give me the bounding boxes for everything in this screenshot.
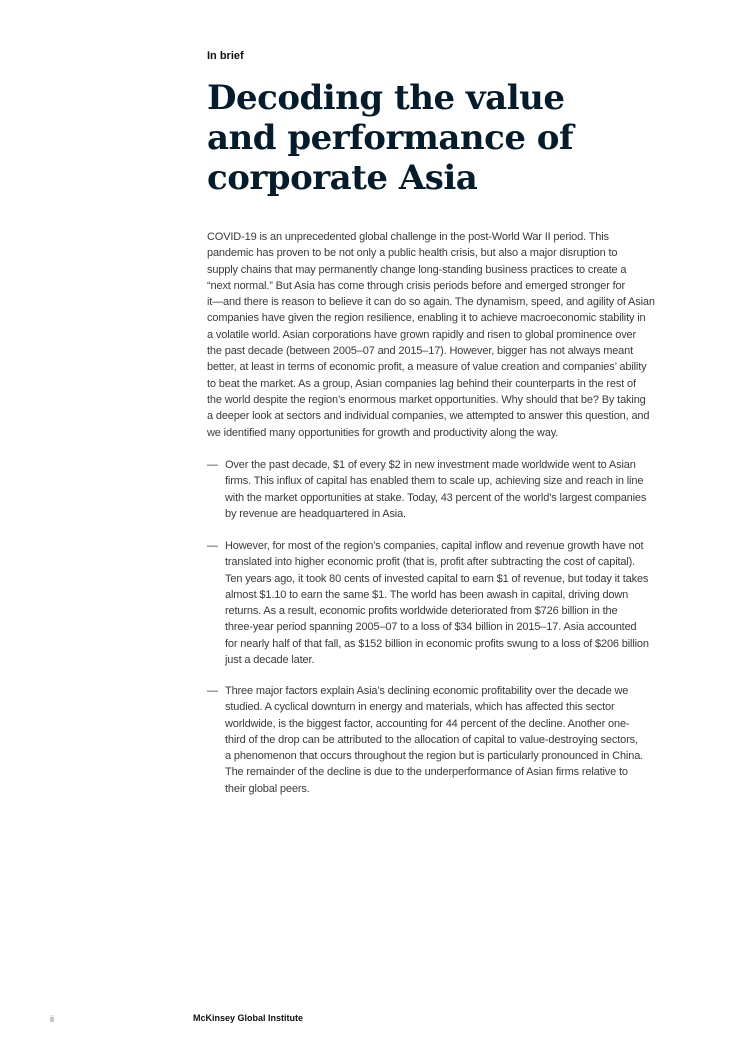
- text-line: However, for most of the region’s companies, capital inflow and revenue growth have not: [225, 540, 644, 552]
- text-line: third of the drop can be attributed to the allocation of capital to value-destroying sectors,: [225, 733, 638, 746]
- bullet-item: [207, 683, 643, 797]
- text-line: it—and there is reason to believe it can do so again. The dynamism, speed, and agility of Asian: [207, 296, 655, 309]
- text-line: almost $1.10 to earn the same $1. The world has been awash in capital, driving down: [225, 588, 629, 601]
- text-line: to beat the market. As a group, Asian companies lag behind their counterparts in the rest of: [207, 377, 636, 390]
- text-line: The remainder of the decline is due to the underperformance of Asian firms relative to: [225, 766, 628, 779]
- text-line: translated into higher economic profit (that is, profit after subtracting the cost of capital).: [225, 556, 636, 569]
- text-line: COVID-19 is an unprecedented global challenge in the post-World War II period. This: [207, 231, 609, 243]
- text-line: a phenomenon that occurs throughout the region but is particularly pronounced in China.: [225, 750, 644, 763]
- bullet-dash: —: [207, 540, 218, 552]
- text-line: a volatile world. Asian corporations have grown rapidly and risen to global prominence over: [207, 328, 637, 341]
- footer-publisher: McKinsey Global Institute: [193, 1013, 304, 1023]
- text-line: a deeper look at sectors and individual companies, we attempted to answer this question, and: [207, 410, 650, 423]
- text-line: for nearly half of that fall, as $152 billion in economic profits swung to a loss of $206 billion: [225, 637, 649, 650]
- text-line: better, at least in terms of economic profit, a measure of value creation and companies’ ability: [207, 361, 647, 374]
- bullet-dash: —: [207, 685, 218, 697]
- text-line: worldwide, is the biggest factor, accounting for 44 percent of the decline. Another one-: [225, 717, 630, 730]
- bullet-item: [207, 538, 649, 668]
- bullet-text: [225, 457, 646, 522]
- text-line: supply chains that may permanently change long-standing business practices to create a: [207, 263, 627, 276]
- text-line: companies have given the region resilience, enabling it to achieve macroeconomic stability in: [207, 312, 646, 325]
- text-line: Over the past decade, $1 of every $2 in new investment made worldwide went to Asian: [225, 459, 636, 471]
- section-kicker: In brief: [207, 50, 244, 62]
- text-line: the world despite the region’s enormous market opportunities. Why should that be? By taking: [207, 393, 646, 406]
- text-line: their global peers.: [225, 782, 310, 795]
- text-line: with the market opportunities at stake. Today, 43 percent of the world’s largest companies: [225, 491, 647, 504]
- bullet-text: [225, 683, 643, 797]
- text-line: by revenue are headquartered in Asia.: [225, 507, 406, 520]
- text-line: three-year period spanning 2005–07 to a loss of $34 billion in 2015–17. Asia accounted: [225, 621, 637, 634]
- text-line: Ten years ago, it took 80 cents of invested capital to earn $1 of revenue, but today it takes: [225, 572, 649, 585]
- bullet-dash: —: [207, 459, 218, 471]
- text-line: and performance of: [207, 118, 574, 158]
- text-line: firms. This influx of capital has enabled them to scale up, achieving size and reach in line: [225, 475, 644, 488]
- page-title: [207, 78, 573, 198]
- text-line: just a decade later.: [225, 654, 315, 667]
- page-number: ii: [50, 1014, 54, 1024]
- intro-paragraph: [207, 229, 655, 441]
- text-line: we identified many opportunities for growth and productivity along the way.: [207, 426, 559, 439]
- text-line: pandemic has proven to be not only a public health crisis, but also a major disruption to: [207, 247, 618, 260]
- text-line: returns. As a result, economic profits worldwide deteriorated from $726 billion in the: [225, 605, 618, 618]
- text-line: Decoding the value: [207, 78, 565, 118]
- text-line: corporate Asia: [207, 158, 478, 198]
- bullet-item: [207, 457, 646, 522]
- text-line: Three major factors explain Asia’s declining economic profitability over the decade we: [225, 685, 629, 697]
- bullet-text: [225, 538, 649, 668]
- text-line: “next normal.” But Asia has come through crisis periods before and emerged stronger for: [207, 279, 625, 292]
- text-line: studied. A cyclical downturn in energy and materials, which has affected this sector: [225, 701, 615, 714]
- text-line: the past decade (between 2005–07 and 2015–17). However, bigger has not always meant: [207, 345, 634, 358]
